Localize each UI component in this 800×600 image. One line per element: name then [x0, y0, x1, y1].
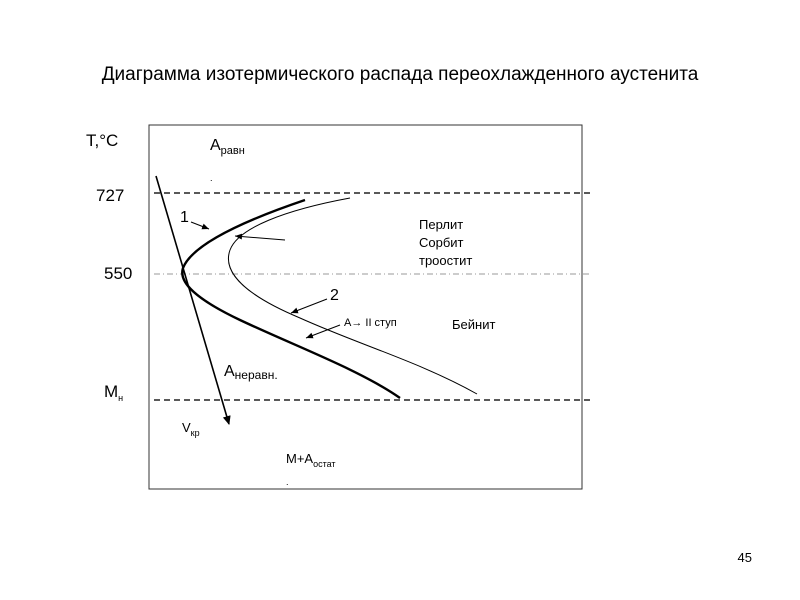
label-curve-2: 2	[330, 287, 339, 304]
tick-mn: $M_н$	[104, 382, 124, 403]
label-curve-1: 1	[180, 209, 189, 226]
pointer-label-2	[291, 299, 327, 313]
region-bainite: Бейнит	[452, 317, 496, 332]
label-v-kr: $V_{кр}$	[182, 420, 200, 438]
curve-1-start	[182, 200, 400, 398]
label-m-a-ostat: $М+А_{остат}$	[286, 451, 336, 469]
label-a-neravn: $А_{неравн.}$	[224, 363, 278, 382]
label-a-ii-stup: А→ II ступ	[344, 317, 397, 329]
region-troostite: троостит	[419, 253, 473, 268]
pointer-a-fc	[235, 236, 285, 240]
label-dot-upper: .	[210, 173, 213, 183]
region-labels-upper	[419, 216, 472, 270]
pointer-label-1	[191, 222, 209, 229]
y-axis-label: T,°C	[86, 131, 119, 150]
label-dot-lower: .	[286, 477, 289, 487]
region-pearlite: Перлит	[419, 217, 464, 232]
tick-550: 550	[104, 264, 133, 283]
label-a-ravn: $А_{равн}$	[210, 137, 245, 157]
critical-cooling-line	[156, 176, 229, 424]
pointer-a-ii	[306, 325, 340, 338]
tick-727: 727	[96, 186, 125, 205]
diagram-title: Диаграмма изотермического распада переохлажденного аустенита	[101, 64, 699, 85]
page-number: 45	[737, 550, 752, 565]
region-sorbite: Сорбит	[419, 235, 464, 250]
